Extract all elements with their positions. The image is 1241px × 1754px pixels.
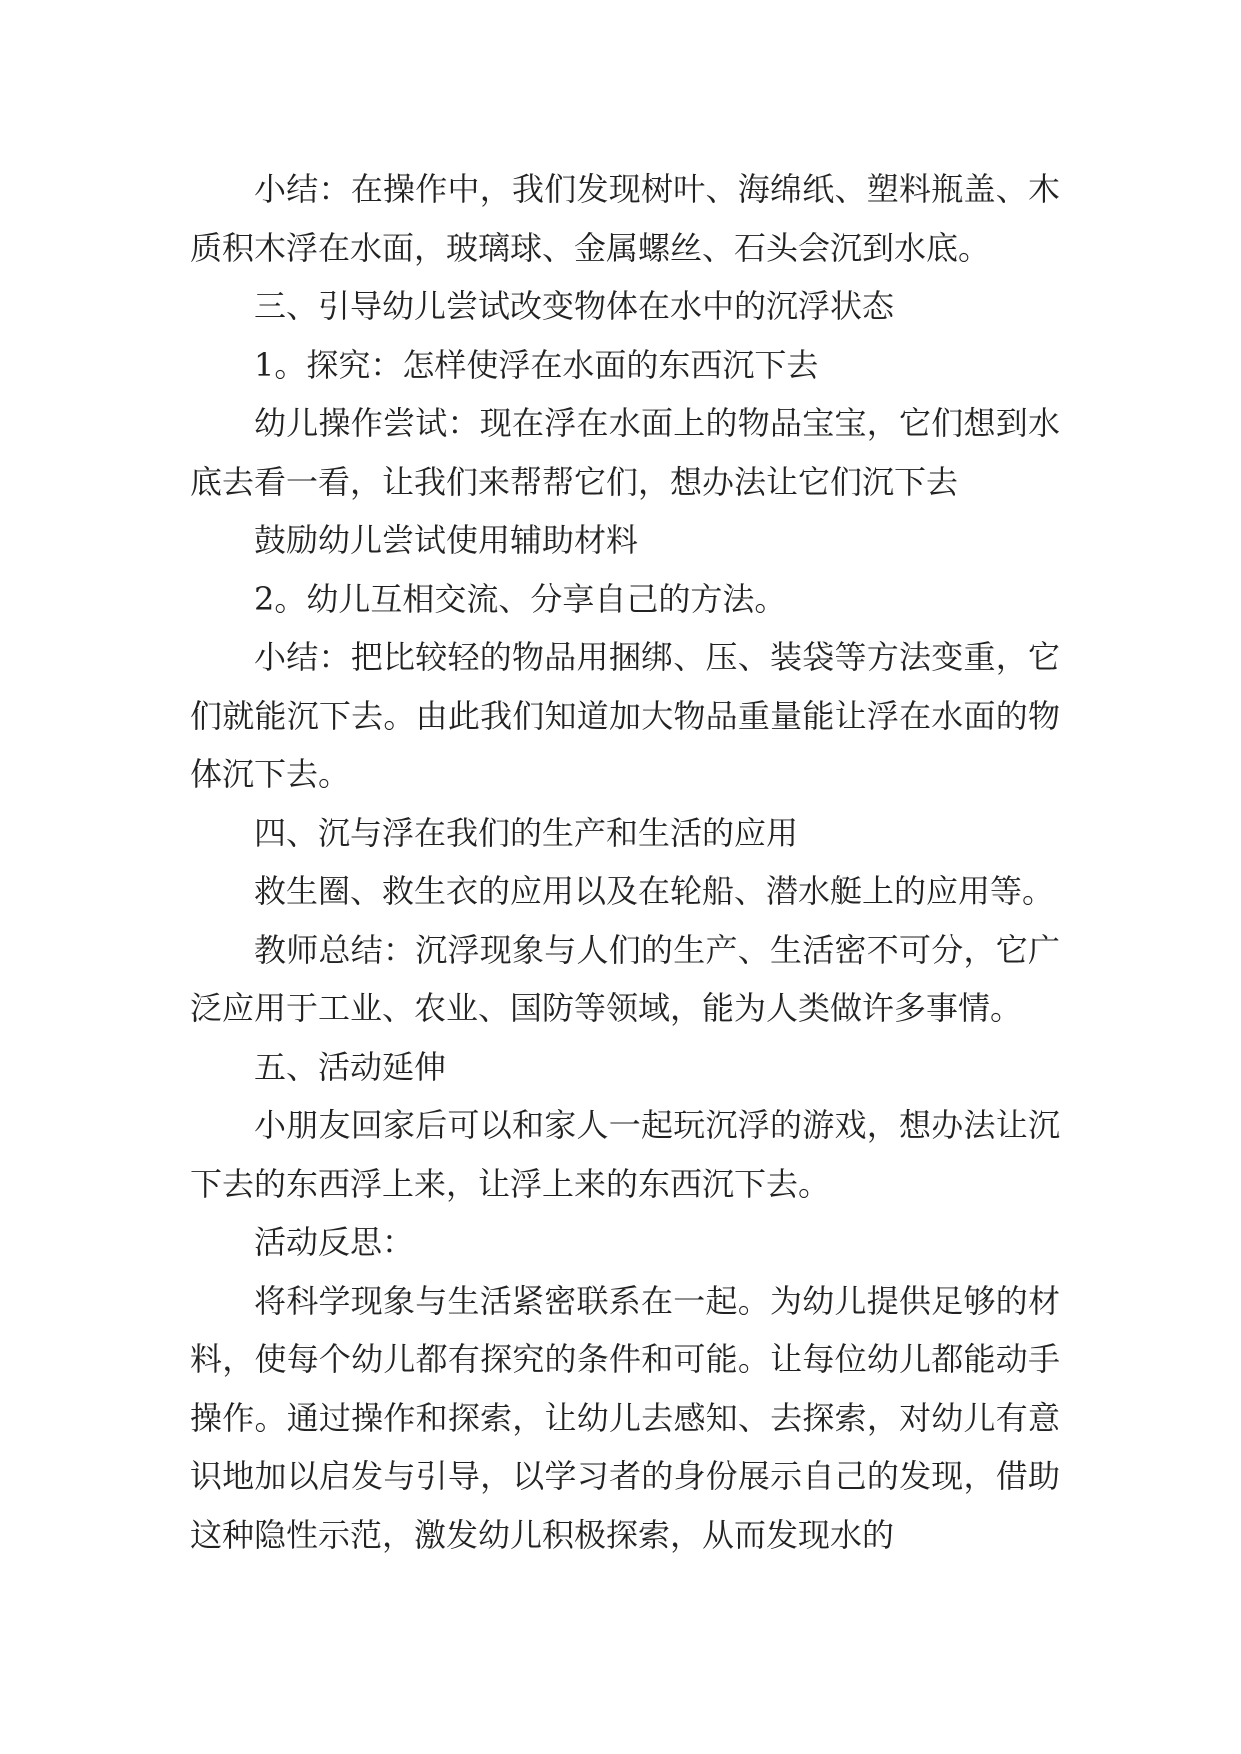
paragraph-summary-1: 小结：在操作中，我们发现树叶、海绵纸、塑料瓶盖、木质积木浮在水面，玻璃球、金属螺丝、石头会沉到水底。 bbox=[190, 170, 1060, 267]
step-share: 2。幼儿互相交流、分享自己的方法。 bbox=[254, 579, 787, 618]
section-heading-5: 五、活动延伸 bbox=[254, 1047, 447, 1086]
section-heading-3: 三、引导幼儿尝试改变物体在水中的沉浮状态 bbox=[254, 287, 895, 325]
section-heading-reflection: 活动反思： bbox=[254, 1223, 415, 1261]
paragraph-encourage: 鼓励幼儿尝试使用辅助材料 bbox=[254, 521, 639, 559]
paragraph-applications: 救生圈、救生衣的应用以及在轮船、潜水艇上的应用等。 bbox=[254, 872, 1055, 910]
paragraph-summary-2: 小结：把比较轻的物品用捆绑、压、装袋等方法变重，它们就能沉下去。由此我们知道加大物品重量能让浮在水面的物体沉下去。 bbox=[190, 638, 1060, 793]
paragraph-reflection: 将科学现象与生活紧密联系在一起。为幼儿提供足够的材料，使每个幼儿都有探究的条件和可能。让每位幼儿都能动手操作。通过操作和探索，让幼儿去感知、去探索，对幼儿有意识地加以启发与引导，以学习者的身份展示自己的发现，借助这种隐性示范，激发幼儿积极探索，从而发现水的 bbox=[190, 1281, 1060, 1554]
section-heading-4: 四、沉与浮在我们的生产和生活的应用 bbox=[254, 813, 799, 852]
paragraph-child-trial: 幼儿操作尝试：现在浮在水面上的物品宝宝，它们想到水底去看一看，让我们来帮帮它们，想办法让它们沉下去 bbox=[190, 404, 1060, 501]
step-explore: 1。探究：怎样使浮在水面的东西沉下去 bbox=[254, 345, 819, 384]
paragraph-extension: 小朋友回家后可以和家人一起玩沉浮的游戏，想办法让沉下去的东西浮上来，让浮上来的东西沉下去。 bbox=[190, 1106, 1060, 1203]
paragraph-teacher-summary: 教师总结：沉浮现象与人们的生产、生活密不可分，它广泛应用于工业、农业、国防等领域，能为人类做许多事情。 bbox=[190, 930, 1060, 1027]
document-body bbox=[190, 160, 1060, 1564]
